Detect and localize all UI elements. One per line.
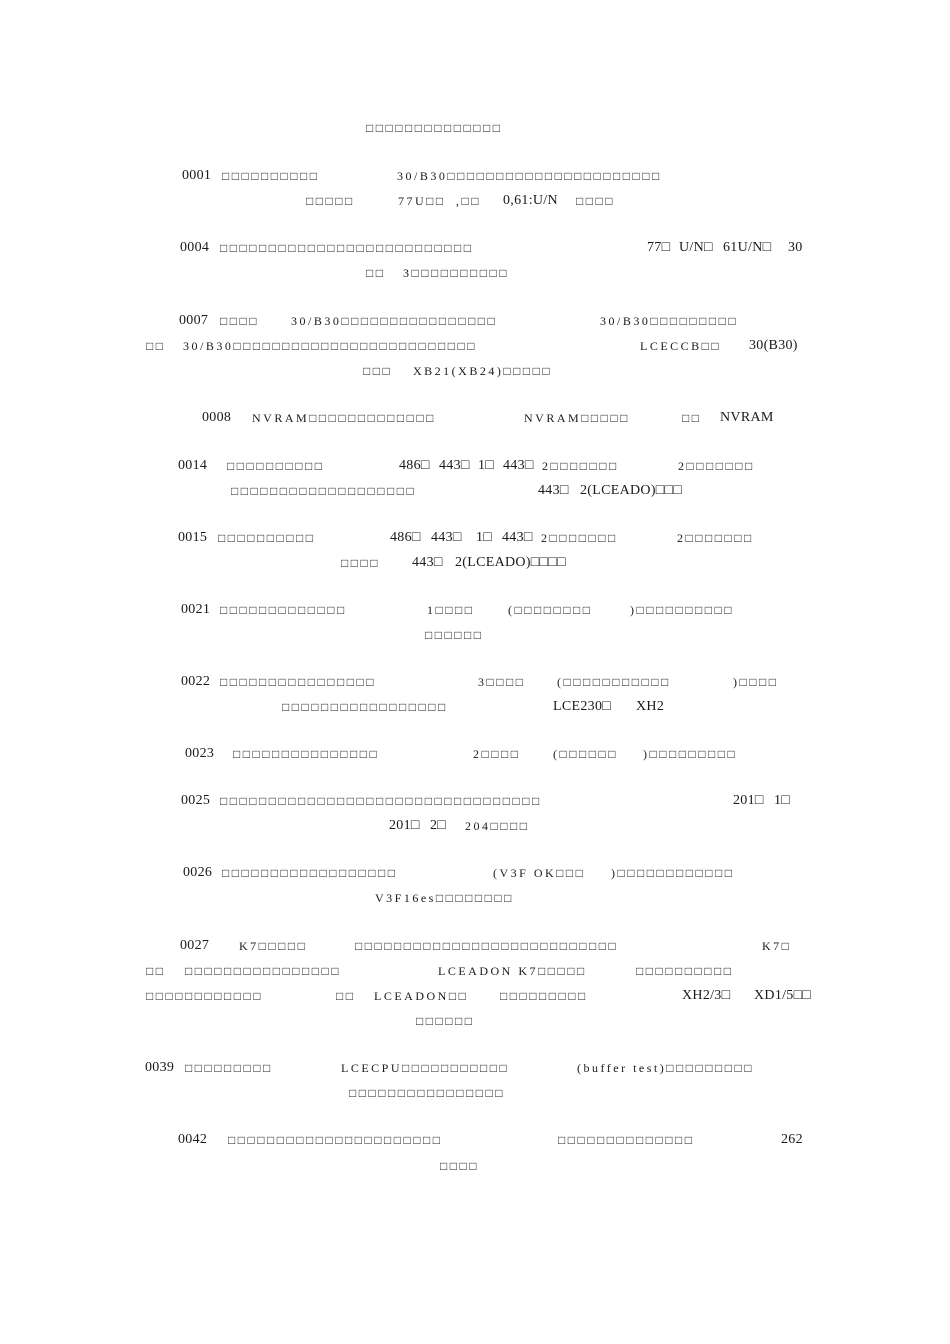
entry-text: 30/B30□□□□□□□□□□□□□□□□ <box>291 314 498 328</box>
entry-text: (□□□□□□ <box>553 747 618 761</box>
entry-text: 61U/N□ <box>723 240 772 255</box>
entry-text: 77U□□ <box>398 194 446 208</box>
entry-text: 204□□□□ <box>465 819 530 833</box>
entry-text: □□ <box>146 339 166 353</box>
entry-text: 201□ <box>389 818 420 833</box>
entry-text: 30 <box>788 240 803 255</box>
entry-code-0026: 0026 <box>183 865 213 880</box>
entry-text: □□□□ <box>341 556 380 570</box>
entry-text: □□□□□□□□□□□□□□□□□□□□□□ <box>228 1133 443 1147</box>
entry-text: 2□□□□□□□ <box>678 459 755 473</box>
entry-text: LCEADON K7□□□□□ <box>438 964 587 978</box>
entry-code-0022: 0022 <box>181 674 211 689</box>
entry-code-0039: 0039 <box>145 1060 175 1075</box>
entry-text: □□□□□□□□□□□□□□□□□□□□□□□□□□□ <box>355 939 619 953</box>
entry-text: LCE230□ <box>553 699 611 714</box>
entry-text: )□□□□ <box>733 675 779 689</box>
entry-text: NVRAM <box>720 410 774 425</box>
entry-text: LCECPU□□□□□□□□□□□ <box>341 1061 510 1075</box>
entry-text: NVRAM□□□□□□□□□□□□□ <box>252 411 436 425</box>
entry-text: U/N□ <box>679 240 713 255</box>
entry-code-0025: 0025 <box>181 793 211 808</box>
entry-text: 262 <box>781 1132 803 1147</box>
entry-text: LCECCB□□ <box>640 339 722 353</box>
entry-text: □□□□ <box>440 1159 479 1173</box>
entry-text: □□ <box>682 411 702 425</box>
entry-text: )□□□□□□□□□□□□ <box>611 866 735 880</box>
entry-text: □□□□□□□□□□□□□□□□ <box>220 675 376 689</box>
entry-text: 2(LCEADO)□□□ <box>580 483 683 498</box>
entry-text: XH2 <box>636 699 665 714</box>
entry-text: □□□□ <box>576 194 615 208</box>
entry-text: □□□□□□□□□ <box>500 989 588 1003</box>
entry-text: 443□ <box>431 530 462 545</box>
entry-text: )□□□□□□□□□□ <box>630 603 734 617</box>
entry-text: ,□□ <box>456 194 481 208</box>
entry-text: XH2/3□ <box>682 988 731 1003</box>
entry-text: 486□ <box>390 530 421 545</box>
entry-text: □□□□□□ <box>416 1014 475 1028</box>
entry-text: □□□□□□□□□□□□□□□□□□□□□□□□□□ <box>220 241 474 255</box>
entry-text: □□□□□□□□□□ <box>222 169 320 183</box>
entry-text: □□□□□□□□□□ <box>218 531 316 545</box>
entry-text: 0,61:U/N <box>503 193 558 208</box>
entry-text: 1□ <box>476 530 493 545</box>
entry-text: 443□ <box>502 530 533 545</box>
entry-code-0021: 0021 <box>181 602 211 617</box>
entry-text: 2□□□□□□□ <box>677 531 754 545</box>
entry-text: □□□□□□□□□□□□□□□□ <box>185 964 341 978</box>
document-title: □□□□□□□□□□□□□□ <box>366 121 503 135</box>
entry-code-0023: 0023 <box>185 746 215 761</box>
entry-code-0027: 0027 <box>180 938 210 953</box>
entry-text: 1□□□□ <box>427 603 475 617</box>
entry-code-0042: 0042 <box>178 1132 208 1147</box>
entry-text: )□□□□□□□□□ <box>643 747 738 761</box>
entry-text: XB21(XB24)□□□□□ <box>413 364 553 378</box>
entry-text: 2□□□□□□□ <box>541 531 618 545</box>
entry-text: K7□□□□□ <box>239 939 308 953</box>
entry-text: □□□□□□□□□ <box>185 1061 273 1075</box>
entry-text: □□□□□□ <box>425 628 484 642</box>
entry-text: 443□ <box>412 555 443 570</box>
entry-text: □□□□□□□□□□□□□□□□□□□□□□□□□□□□□□□□□ <box>220 794 542 808</box>
entry-text: 1□ <box>478 458 495 473</box>
entry-text: 2□ <box>430 818 447 833</box>
entry-code-0001: 0001 <box>182 168 212 183</box>
entry-text: 201□ <box>733 793 764 808</box>
entry-text: □□□□□□□□□□□□□□□□□□□ <box>231 484 417 498</box>
entry-text: 30(B30) <box>749 338 798 353</box>
entry-text: (buffer test)□□□□□□□□□ <box>577 1061 754 1075</box>
entry-text: 2(LCEADO)□□□□ <box>455 555 566 570</box>
entry-text: NVRAM□□□□□ <box>524 411 630 425</box>
entry-text: 3□□□□ <box>478 675 526 689</box>
entry-text: □□□□□□□□□□□□□□ <box>558 1133 695 1147</box>
entry-text: 443□ <box>503 458 534 473</box>
entry-text: 77□ <box>647 240 671 255</box>
entry-text: 486□ <box>399 458 430 473</box>
entry-text: □□□ <box>363 364 393 378</box>
entry-text: □□□□□□□□□□ <box>227 459 325 473</box>
entry-text: 30/B30□□□□□□□□□□□□□□□□□□□□□□□□□ <box>183 339 478 353</box>
entry-code-0008: 0008 <box>202 410 232 425</box>
entry-code-0004: 0004 <box>180 240 210 255</box>
entry-text: 3□□□□□□□□□□ <box>403 266 509 280</box>
entry-text: □□□□ <box>220 314 259 328</box>
entry-text: □□□□□□□□□□□□□□□ <box>233 747 380 761</box>
entry-code-0014: 0014 <box>178 458 208 473</box>
entry-text: LCEADON□□ <box>374 989 469 1003</box>
entry-text: K7□ <box>762 939 792 953</box>
entry-text: □□□□□□□□□□□□ <box>146 989 263 1003</box>
entry-text: XD1/5□□ <box>754 988 812 1003</box>
entry-text: 443□ <box>439 458 470 473</box>
entry-text: 30/B30□□□□□□□□□ <box>600 314 739 328</box>
entry-text: (□□□□□□□□□□□ <box>557 675 671 689</box>
entry-text: □□ <box>336 989 356 1003</box>
entry-text: □□□□□□□□□□□□□□□□ <box>349 1086 505 1100</box>
entry-text: V3F16es□□□□□□□□ <box>375 891 514 905</box>
entry-text: □□□□□□□□□□□□□□□□□ <box>282 700 448 714</box>
entry-text: 443□ <box>538 483 569 498</box>
entry-text: □□ <box>366 266 386 280</box>
entry-text: □□□□□□□□□□□□□ <box>220 603 347 617</box>
entry-text: 2□□□□ <box>473 747 521 761</box>
entry-text: □□□□□ <box>306 194 355 208</box>
entry-text: 1□ <box>774 793 791 808</box>
entry-text: (□□□□□□□□ <box>508 603 593 617</box>
entry-text: 30/B30□□□□□□□□□□□□□□□□□□□□□□ <box>397 169 662 183</box>
entry-text: (V3F OK□□□ <box>493 866 586 880</box>
entry-text: □□□□□□□□□□□□□□□□□□ <box>222 866 398 880</box>
entry-code-0015: 0015 <box>178 530 208 545</box>
entry-text: □□□□□□□□□□ <box>636 964 734 978</box>
entry-code-0007: 0007 <box>179 313 209 328</box>
entry-text: □□ <box>146 964 166 978</box>
entry-text: 2□□□□□□□ <box>542 459 619 473</box>
